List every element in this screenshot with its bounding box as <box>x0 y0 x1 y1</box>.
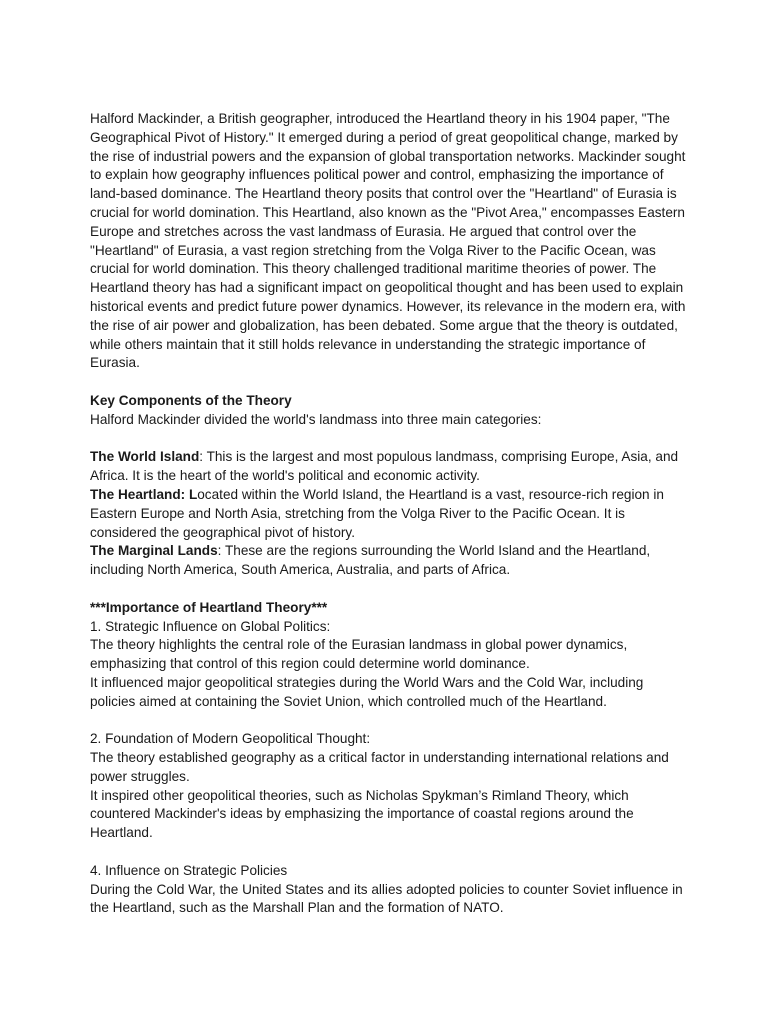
section-2-title: 2. Foundation of Modern Geopolitical Thought: <box>90 731 371 747</box>
heartland-term: The Heartland: L <box>90 486 198 502</box>
spacer <box>90 430 690 449</box>
world-island-text: : This is the largest and most populous landmass, comprising Europe, Asia, and Africa. It is the heart of the world's political and economic activity. <box>90 449 679 484</box>
spacer <box>90 843 690 862</box>
marginal-lands-text: : These are the regions surrounding the World Island and the Heartland, including North America, South America, Australia, and parts of Africa. <box>90 543 651 578</box>
key-components-heading: Key Components of the Theory <box>90 392 292 408</box>
spacer <box>90 712 690 731</box>
key-components-intro: Halford Mackinder divided the world's landmass into three main categories: <box>90 411 542 427</box>
section-1-paragraph-1: The theory highlights the central role of the Eurasian landmass in global power dynamics, emphasizing that control of this region could determine world dominance. <box>90 637 628 672</box>
section-2-paragraph-2: It inspired other geopolitical theories, such as Nicholas Spykman’s Rimland Theory, which countered Mackinder's ideas by emphasizing the importance of coastal regions around the Heartland. <box>90 787 634 841</box>
spacer <box>90 373 690 392</box>
heartland-text: ocated within the World Island, the Heartland is a vast, resource-rich region in Eastern Europe and North Asia, stretching from the Volga River to the Pacific Ocean. It is considered the geographical pivot of history. <box>90 486 664 540</box>
world-island-term: The World Island <box>90 449 200 465</box>
marginal-lands-item <box>90 542 690 580</box>
importance-heading: ***Importance of Heartland Theory*** <box>90 599 328 615</box>
section-4-paragraph-1: During the Cold War, the United States and its allies adopted policies to counter Soviet influence in the Heartland, such as the Marshall Plan and the formation of NATO. <box>90 881 683 916</box>
spacer <box>90 580 690 599</box>
intro-paragraph: Halford Mackinder, a British geographer, introduced the Heartland theory in his 1904 paper, "The Geographical Pivot of History." It emerged during a period of great geopolitical change, marked by the rise of industrial powers and the expansion of global transportation networks. Mackinder sought to explain how geography influences political power and control, emphasizing the importance of land-based dominance. The Heartland theory posits that control over the "Heartland" of Eurasia is crucial for world domination. This Heartland, also known as the "Pivot Area," encompasses Eastern Europe and stretches across the vast landmass of Eurasia. He argued that control over the "Heartland" of Eurasia, a vast region stretching from the Volga River to the Pacific Ocean, was crucial for world domination. This theory challenged traditional maritime theories of power. The Heartland theory has had a significant impact on geopolitical thought and has been used to explain historical events and predict future power dynamics. However, its relevance in the modern era, with the rise of air power and globalization, has been debated. Some argue that the theory is outdated, while others maintain that it still holds relevance in understanding the strategic importance of Eurasia. <box>90 111 686 371</box>
marginal-lands-term: The Marginal Lands <box>90 543 218 559</box>
world-island-item <box>90 448 690 486</box>
section-4-title: 4. Influence on Strategic Policies <box>90 862 288 878</box>
section-2-paragraph-1: The theory established geography as a critical factor in understanding international relations and power struggles. <box>90 750 669 784</box>
section-1-paragraph-2: It influenced major geopolitical strategies during the World Wars and the Cold War, including policies aimed at containing the Soviet Union, which controlled much of the Heartland. <box>90 674 644 709</box>
section-1-title: 1. Strategic Influence on Global Politics: <box>90 618 331 634</box>
heartland-item <box>90 486 690 542</box>
document-page <box>90 110 690 918</box>
